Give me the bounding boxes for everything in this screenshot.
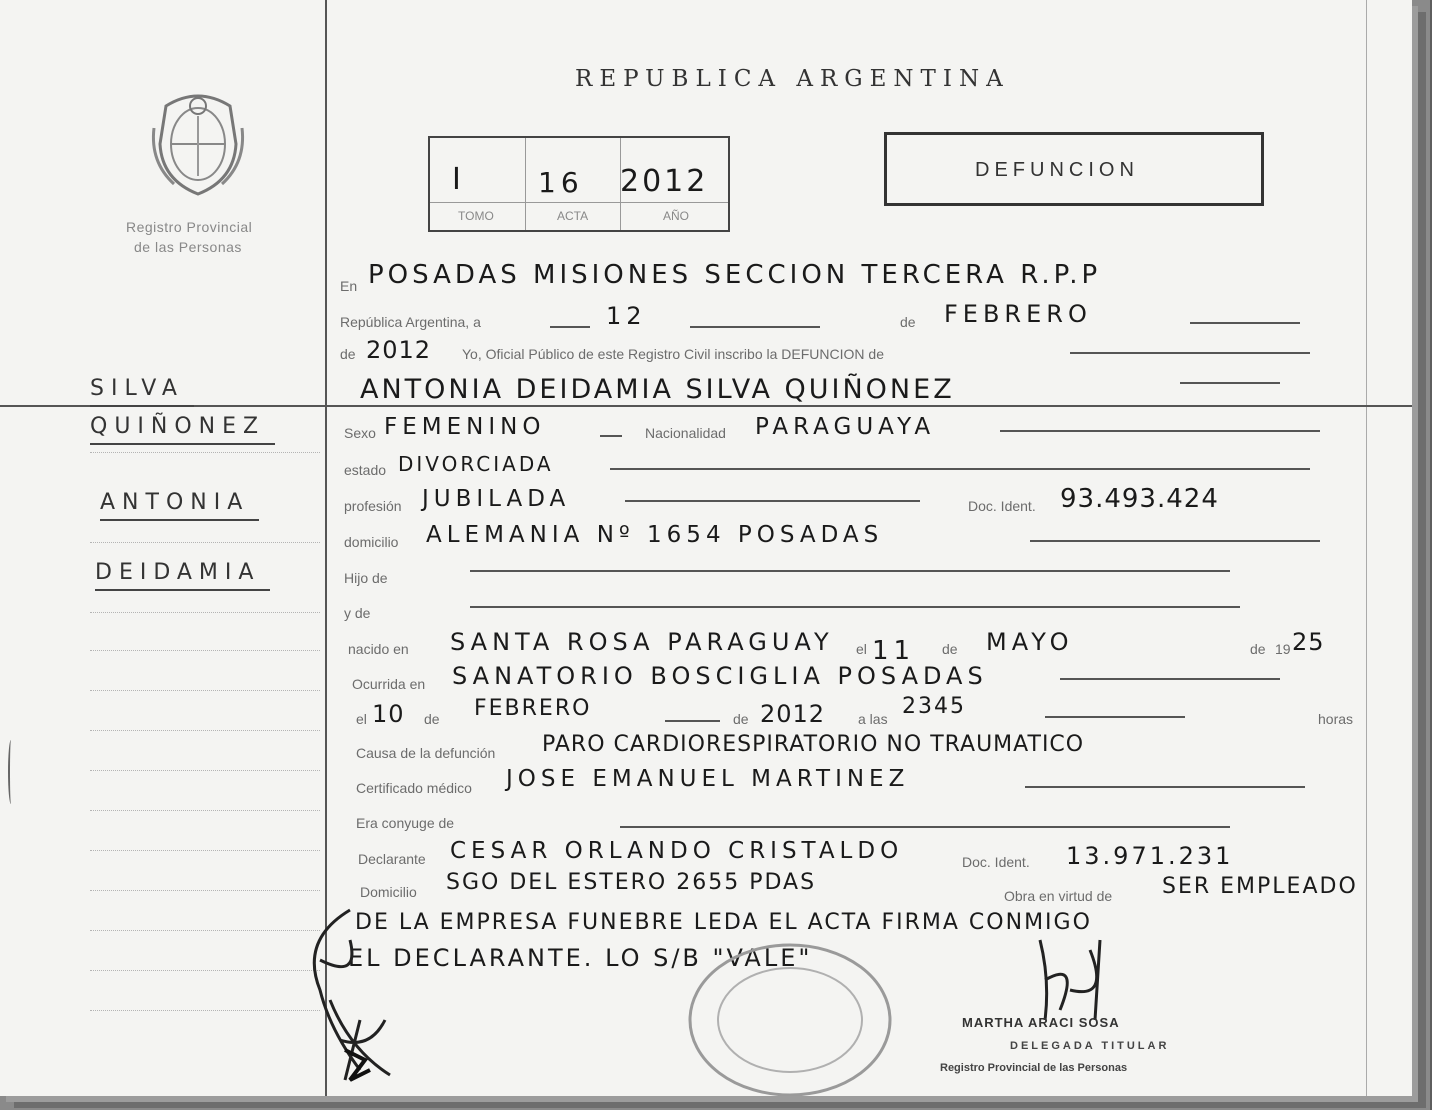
declarante-doc-label: Doc. Ident. [962, 854, 1030, 870]
document-type-box [884, 132, 1264, 206]
stub-given-name-2: DEIDAMIA [95, 560, 261, 585]
domicilio-value: ALEMANIA Nº 1654 POSADAS [426, 522, 884, 548]
left-margin-mark [8, 740, 14, 804]
obra-value: SER EMPLEADO [1162, 874, 1358, 899]
lugar-value: POSADAS MISIONES SECCION TERCERA R.P.P [368, 260, 1102, 290]
nacido-en-label: nacido en [348, 641, 409, 657]
nombre-value: ANTONIA DEIDAMIA SILVA QUIÑONEZ [360, 374, 955, 405]
ocurrida-el-label: el [356, 711, 367, 727]
nacido-el-label: el [856, 641, 867, 657]
en-label: En [340, 278, 358, 294]
ocurrida-en-label: Ocurrida en [352, 676, 426, 692]
registry-name-line2: de las Personas [134, 239, 242, 255]
republica-label: República Argentina, a [340, 314, 481, 330]
doc-ident-label: Doc. Ident. [968, 498, 1036, 514]
domicilio2-label: Domicilio [360, 884, 417, 900]
stub-surname-2: QUIÑONEZ [90, 414, 266, 439]
y-de-label: y de [344, 605, 371, 621]
acta-label: ACTA [557, 209, 589, 223]
declarante-value: CESAR ORLANDO CRISTALDO [450, 838, 904, 864]
nacionalidad-label: Nacionalidad [645, 425, 726, 441]
mes-value: FEBRERO [944, 300, 1092, 328]
doc-value: 93.493.424 [1060, 484, 1219, 514]
conyuge-label: Era conyuge de [356, 815, 455, 831]
profesion-value: JUBILADA [422, 486, 571, 512]
sexo-label: Sexo [344, 425, 376, 441]
coat-of-arms-icon [148, 84, 248, 199]
reference-box [428, 136, 730, 232]
domicilio-label: domicilio [344, 534, 399, 550]
stamp-office: Registro Provincial de las Personas [940, 1062, 1128, 1074]
nac-mes-value: MAYO [986, 628, 1074, 656]
estado-label: estado [344, 462, 387, 478]
certificado-label: Certificado médico [356, 780, 472, 796]
tomo-value: I [452, 162, 466, 197]
profesion-label: profesión [344, 498, 402, 514]
causa-label: Causa de la defunción [356, 745, 496, 761]
nac-anio-prefix: 19 [1275, 641, 1291, 657]
declarante-label: Declarante [358, 851, 426, 867]
declarante-domicilio-value: SGO DEL ESTERO 2655 PDAS [446, 870, 817, 895]
certificado-value: JOSE EMANUEL MARTINEZ [506, 766, 910, 792]
estado-value: DIVORCIADA [398, 452, 554, 476]
obra-label: Obra en virtud de [1004, 888, 1113, 904]
de-label: de [900, 314, 916, 330]
hijo-de-label: Hijo de [344, 570, 388, 586]
nacido-en-value: SANTA ROSA PARAGUAY [450, 628, 834, 656]
registry-name-line1: Registro Provincial [126, 219, 253, 235]
acta-value: 16 [538, 166, 584, 199]
anio-value-2: 2012 [366, 336, 432, 364]
nac-anio-value: 25 [1292, 628, 1325, 656]
stamp-title: DELEGADA TITULAR [1010, 1040, 1170, 1052]
anio-label: AÑO [663, 209, 690, 223]
ocurrida-en-value: SANATORIO BOSCIGLIA POSADAS [452, 662, 988, 690]
def-dia-value: 10 [372, 700, 405, 728]
observaciones-line-2: EL DECLARANTE. LO S/B "VALE" [348, 944, 813, 972]
stub-surname-1: SILVA [90, 376, 184, 401]
nacido-de-label-2: de [1250, 641, 1266, 657]
declarante-doc-value: 13.971.231 [1066, 842, 1234, 870]
anio-value: 2012 [620, 164, 709, 199]
ocurrida-de-label-2: de [733, 711, 749, 727]
registrar-signature [1020, 920, 1130, 1030]
sexo-value: FEMENINO [384, 414, 546, 440]
stub-given-name-1: ANTONIA [100, 490, 250, 515]
name-divider [0, 405, 1412, 407]
ocurrida-de-label-1: de [424, 711, 440, 727]
horas-label: horas [1318, 711, 1354, 727]
stamp-name: MARTHA ARACI SOSA [962, 1015, 1120, 1030]
nacido-de-label-1: de [942, 641, 958, 657]
nacionalidad-value: PARAGUAYA [755, 414, 936, 440]
inscribo-label: Yo, Oficial Público de este Registro Civil inscribo la DEFUNCION de [462, 346, 884, 362]
nac-dia-value: 11 [872, 636, 916, 666]
right-margin-line [1366, 0, 1367, 1096]
def-mes-value: FEBRERO [474, 696, 592, 721]
observaciones-line-1: DE LA EMPRESA FUNEBRE LEDA EL ACTA FIRMA CONMIGO [355, 910, 1092, 935]
dia-value: 12 [606, 302, 647, 330]
causa-value: PARO CARDIORESPIRATORIO NO TRAUMATICO [542, 732, 1085, 757]
registry-seal [680, 940, 900, 1096]
de-anio-label: de [340, 346, 356, 362]
declarant-signature [290, 900, 410, 1090]
document-type: DEFUNCION [975, 159, 1139, 181]
a-las-label: a las [858, 711, 888, 727]
def-anio-value: 2012 [760, 700, 826, 728]
hora-value: 2345 [902, 694, 966, 719]
country-title: REPUBLICA ARGENTINA [575, 66, 1010, 92]
tomo-label: TOMO [458, 209, 494, 223]
